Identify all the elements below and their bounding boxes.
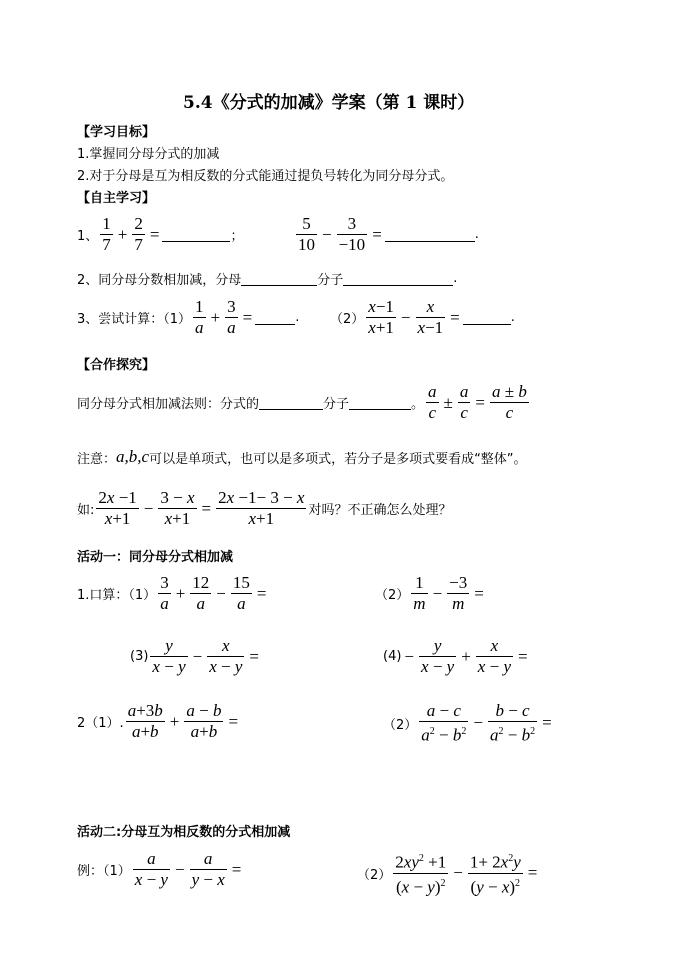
fraction: $\frac{1}{7}$ <box>102 214 111 254</box>
fraction: $\frac{a}{y - x}$ <box>191 849 225 889</box>
note-vars: a,b,c <box>116 447 150 466</box>
fraction: $\frac{a}{c}$ <box>459 382 469 422</box>
goal-2: 2.对于分母是互为相反数的分式能通过提负号转化为同分母分式。 <box>77 169 454 184</box>
section-cooperation: 【合作探究】 <box>77 358 156 373</box>
fraction: $\frac{x}{x - y}$ <box>477 636 511 676</box>
a1-p1: 1.口算：（1） $\frac{3}{a}$ + $\frac{12}{a}$ − $\frac{15}{a}$ = <box>77 573 267 613</box>
a1-p1-prefix: 1.口算：（1） <box>77 588 157 603</box>
fraction: $\frac{a \pm b}{c}$ <box>491 382 527 422</box>
self-q3b: （2） $\frac{x-1}{x+1}$ − $\frac{x}{x-1}$ = . <box>330 297 515 337</box>
answer-blank[interactable] <box>162 227 230 242</box>
q3-part2: （2） <box>330 312 365 327</box>
fraction: $\frac{y}{x - y}$ <box>152 636 186 676</box>
rule-end: 。 <box>411 397 425 412</box>
fraction: $\frac{3}{-10}$ <box>338 214 366 254</box>
fraction: $\frac{a - c}{a^2 - b^2}$ <box>421 701 467 745</box>
fraction: $\frac{15}{a}$ <box>232 573 250 613</box>
note-prefix: 注意： <box>77 451 117 467</box>
a1-p5: 2（1）. $\frac{a+3b}{a+b}$ + $\frac{a - b}{a+b}$ = <box>77 701 239 741</box>
a1-p2: （2） $\frac{1}{m}$ − $\frac{-3}{m}$ = <box>375 573 484 613</box>
a2-ex2: （2） $\frac{2xy^2 +1}{(x - y)^2}$ − $\frac{1+ 2x^2y}{(y - x)^2}$ = <box>357 849 540 897</box>
ask-line: 如: $\frac{2x -1}{x+1}$ − $\frac{3 - x}{x+1}$ = $\frac{2x -1- 3 - x}{x+1}$ 对吗？不正确怎么处理？ <box>77 488 452 528</box>
fraction: $\frac{1+ 2x^2y}{(y - x)^2}$ <box>469 852 521 897</box>
fraction: $\frac{-3}{m}$ <box>449 573 468 613</box>
self-q3: 3、尝试计算：（1） $\frac{1}{a}$ + $\frac{3}{a}$ = . <box>77 297 300 337</box>
fraction: $\frac{12}{a}$ <box>192 573 210 613</box>
activity2-heading: 活动二:分母互为相反数的分式相加减 <box>77 825 291 840</box>
a1-p6-prefix: （2） <box>383 717 418 733</box>
fraction: $\frac{x}{x - y}$ <box>209 636 243 676</box>
self-q2: 2、同分母分数相加减，分母 分子 . <box>77 271 458 288</box>
rule-mid: 分子 <box>323 397 350 412</box>
fraction: $\frac{1}{m}$ <box>413 573 426 613</box>
answer-blank[interactable] <box>463 310 511 325</box>
fraction: $\frac{1}{a}$ <box>195 297 204 337</box>
a1-p4-prefix: (4) <box>383 649 402 664</box>
activity1-heading: 活动一：同分母分式相加减 <box>77 550 234 565</box>
a1-p2-prefix: （2） <box>375 588 410 603</box>
a1-p5-prefix: 2（1）. <box>77 716 124 731</box>
answer-blank[interactable] <box>255 310 295 325</box>
a2-ex2-prefix: （2） <box>357 867 392 883</box>
fraction: $\frac{y}{x - y}$ <box>421 636 455 676</box>
fraction: $\frac{x}{x-1}$ <box>417 297 444 337</box>
self-q1b: $\frac{5}{10}$ − $\frac{3}{-10}$ = . <box>298 214 479 254</box>
a1-p4: (4) − $\frac{y}{x - y}$ + $\frac{x}{x - y}$ = <box>383 636 528 676</box>
goal-1: 1.掌握同分母分式的加减 <box>77 147 220 162</box>
a2-ex1: 例：（1） $\frac{a}{x - y}$ − $\frac{a}{y - x}$ = <box>77 849 242 889</box>
fraction: $\frac{a}{c}$ <box>428 382 437 422</box>
q1-prefix: 1、 <box>77 229 99 244</box>
self-q1: 1、 $\frac{1}{7}$ + $\frac{2}{7}$ = ； <box>77 214 244 254</box>
a2-ex1-prefix: 例：（1） <box>77 864 131 879</box>
a1-p6: （2） $\frac{a - c}{a^2 - b^2}$ − $\frac{b - c}{a^2 - b^2}$ = <box>383 701 552 745</box>
note-rest: 可以是单项式，也可以是多项式，若分子是多项式要看成“整体”。 <box>149 451 527 467</box>
fraction: $\frac{b - c}{a^2 - b^2}$ <box>489 701 536 745</box>
rule-text: 同分母分式相加减法则：分式的 <box>77 397 260 412</box>
q1-sep: ； <box>230 229 244 244</box>
answer-blank[interactable] <box>241 271 317 286</box>
fraction: $\frac{5}{10}$ <box>298 214 315 254</box>
fraction: $\frac{2xy^2 +1}{(x - y)^2}$ <box>395 852 447 897</box>
answer-blank[interactable] <box>385 227 475 242</box>
fraction: $\frac{a - b}{a+b}$ <box>186 701 222 741</box>
rule-line: 同分母分式相加减法则：分式的 分子 。 $\frac{a}{c}$ ± $\frac{a}{c}$ = $\frac{a \pm b}{c}$ <box>77 382 527 422</box>
q3-prefix: 3、尝试计算：（1） <box>77 312 192 327</box>
fraction: $\frac{a+3b}{a+b}$ <box>127 701 163 741</box>
section-goals: 【学习目标】 <box>77 125 156 140</box>
fraction: $\frac{3 - x}{x+1}$ <box>160 488 195 528</box>
note-line <box>77 447 527 467</box>
ask-prefix: 如: <box>77 503 95 518</box>
answer-blank[interactable] <box>349 395 411 410</box>
a1-p3: (3) $\frac{y}{x - y}$ − $\frac{x}{x - y}$ = <box>130 636 259 676</box>
fraction: $\frac{3}{a}$ <box>160 573 169 613</box>
q2-mid: 分子 <box>317 273 344 288</box>
fraction: $\frac{2x -1}{x+1}$ <box>98 488 137 528</box>
a1-p3-prefix: (3) <box>130 649 149 664</box>
answer-blank[interactable] <box>259 395 323 410</box>
fraction: $\frac{a}{x - y}$ <box>134 849 168 889</box>
fraction: $\frac{2x -1- 3 - x}{x+1}$ <box>218 488 305 528</box>
q2-text: 2、同分母分数相加减，分母 <box>77 273 242 288</box>
fraction: $\frac{2}{7}$ <box>134 214 143 254</box>
fraction: $\frac{3}{a}$ <box>227 297 236 337</box>
section-self-study: 【自主学习】 <box>77 191 156 206</box>
page-title: 5.4《分式的加减》学案（第 1 课时） <box>183 93 475 113</box>
ask-suffix: 对吗？不正确怎么处理？ <box>308 503 452 518</box>
fraction: $\frac{x-1}{x+1}$ <box>368 297 394 337</box>
answer-blank[interactable] <box>343 271 453 286</box>
